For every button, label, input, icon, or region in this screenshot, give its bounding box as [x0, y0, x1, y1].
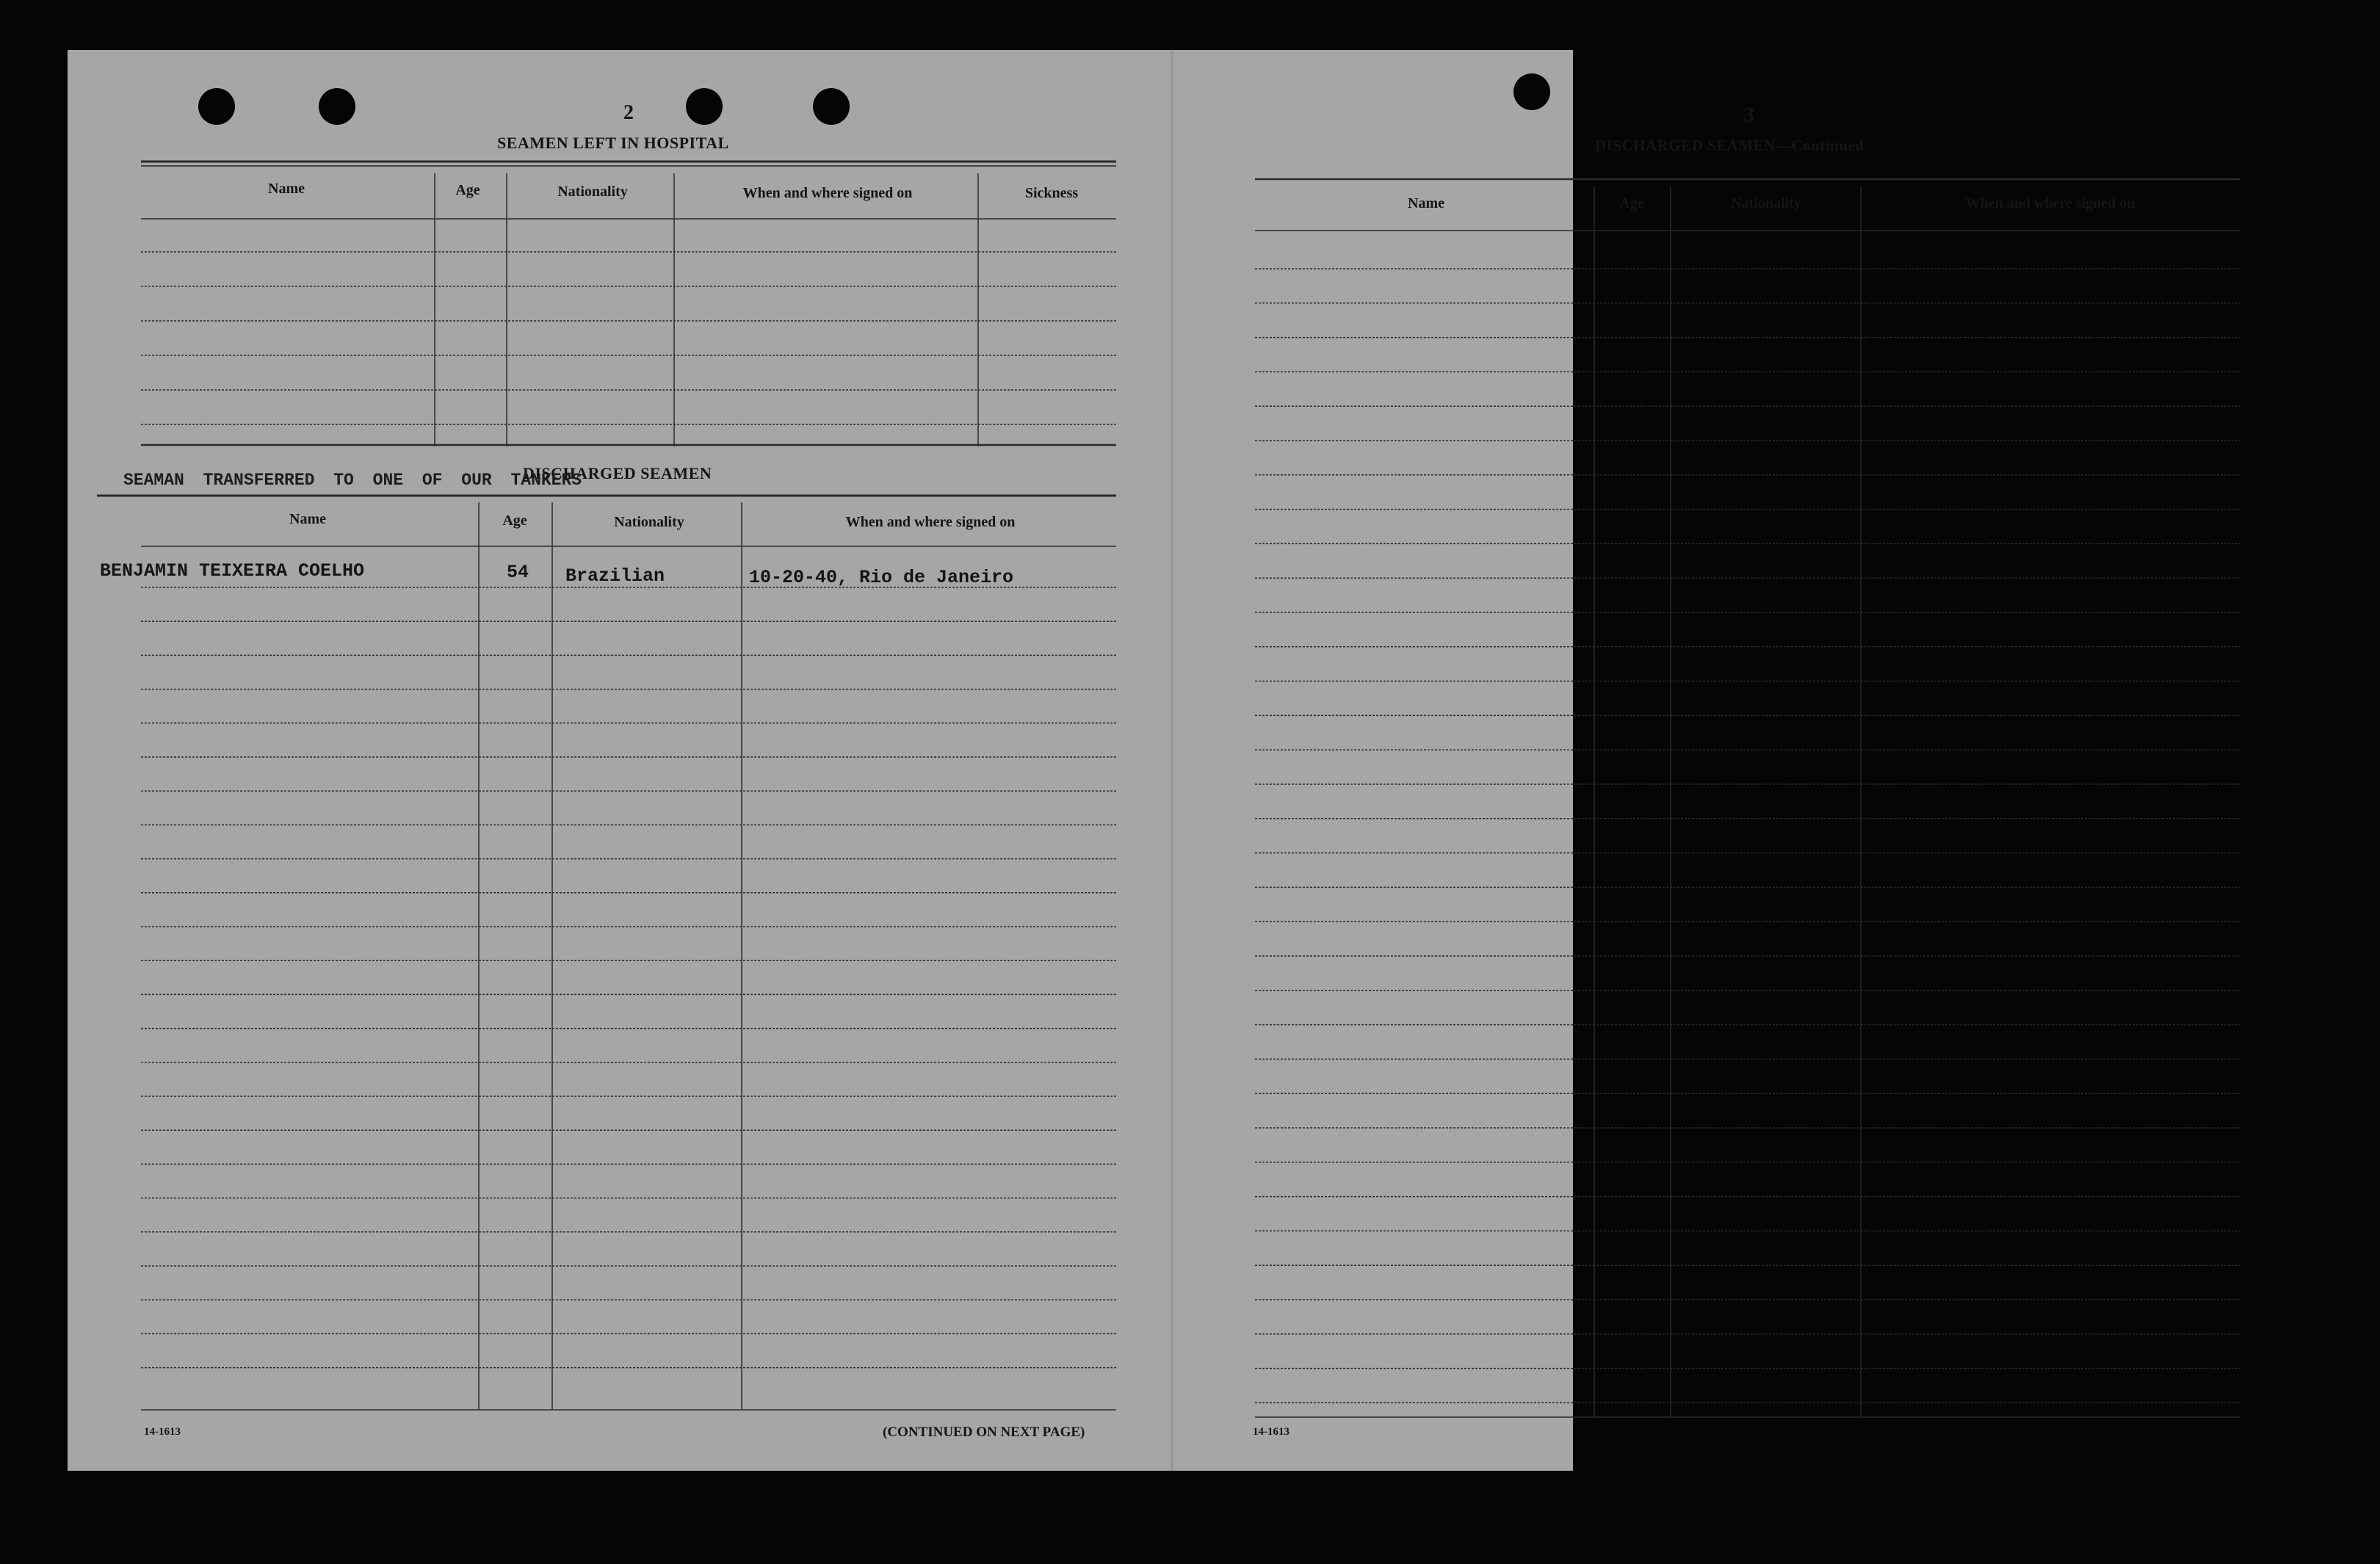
hospital-section-title: SEAMEN LEFT IN HOSPITAL — [497, 134, 729, 152]
table-ruling — [68, 50, 2307, 1471]
hospital-col-name: Name — [268, 181, 305, 197]
right-form-number: 14-1613 — [1253, 1426, 1290, 1438]
right-page-title: DISCHARGED SEAMEN—Continued — [1595, 137, 1864, 154]
seaman-signed-on: 10-20-40, Rio de Janeiro — [749, 567, 1014, 588]
left-page-number: 2 — [623, 101, 634, 124]
hospital-col-nationality: Nationality — [557, 184, 628, 200]
hospital-col-sickness: Sickness — [1024, 185, 1079, 201]
ledger-sheet — [68, 50, 2135, 1471]
discharged-col-signed-on: When and where signed on — [845, 514, 1016, 530]
discharged-section-title: DISCHARGED SEAMEN — [523, 464, 712, 482]
hospital-col-signed-on: When and where signed on — [742, 185, 913, 201]
discharged-col-age: Age — [502, 513, 527, 529]
right-col-nationality: Nationality — [1731, 195, 1801, 211]
seaman-age: 54 — [507, 562, 529, 583]
right-col-age: Age — [1619, 195, 1644, 211]
left-form-number: 14-1613 — [144, 1426, 181, 1438]
right-page-number: 3 — [1744, 104, 1754, 127]
right-col-name: Name — [1408, 195, 1444, 211]
seaman-nationality: Brazilian — [565, 565, 665, 587]
discharged-col-nationality: Nationality — [614, 514, 684, 530]
seaman-name: BENJAMIN TEIXEIRA COELHO — [100, 560, 365, 582]
right-col-signed-on: When and where signed on — [1965, 195, 2135, 211]
discharged-col-name: Name — [289, 511, 326, 527]
continued-note: (CONTINUED ON NEXT PAGE) — [883, 1424, 1085, 1440]
typed-transfer-heading: SEAMAN TRANSFERRED TO ONE OF OUR TANKERS — [123, 471, 582, 490]
hospital-col-age: Age — [455, 182, 480, 198]
